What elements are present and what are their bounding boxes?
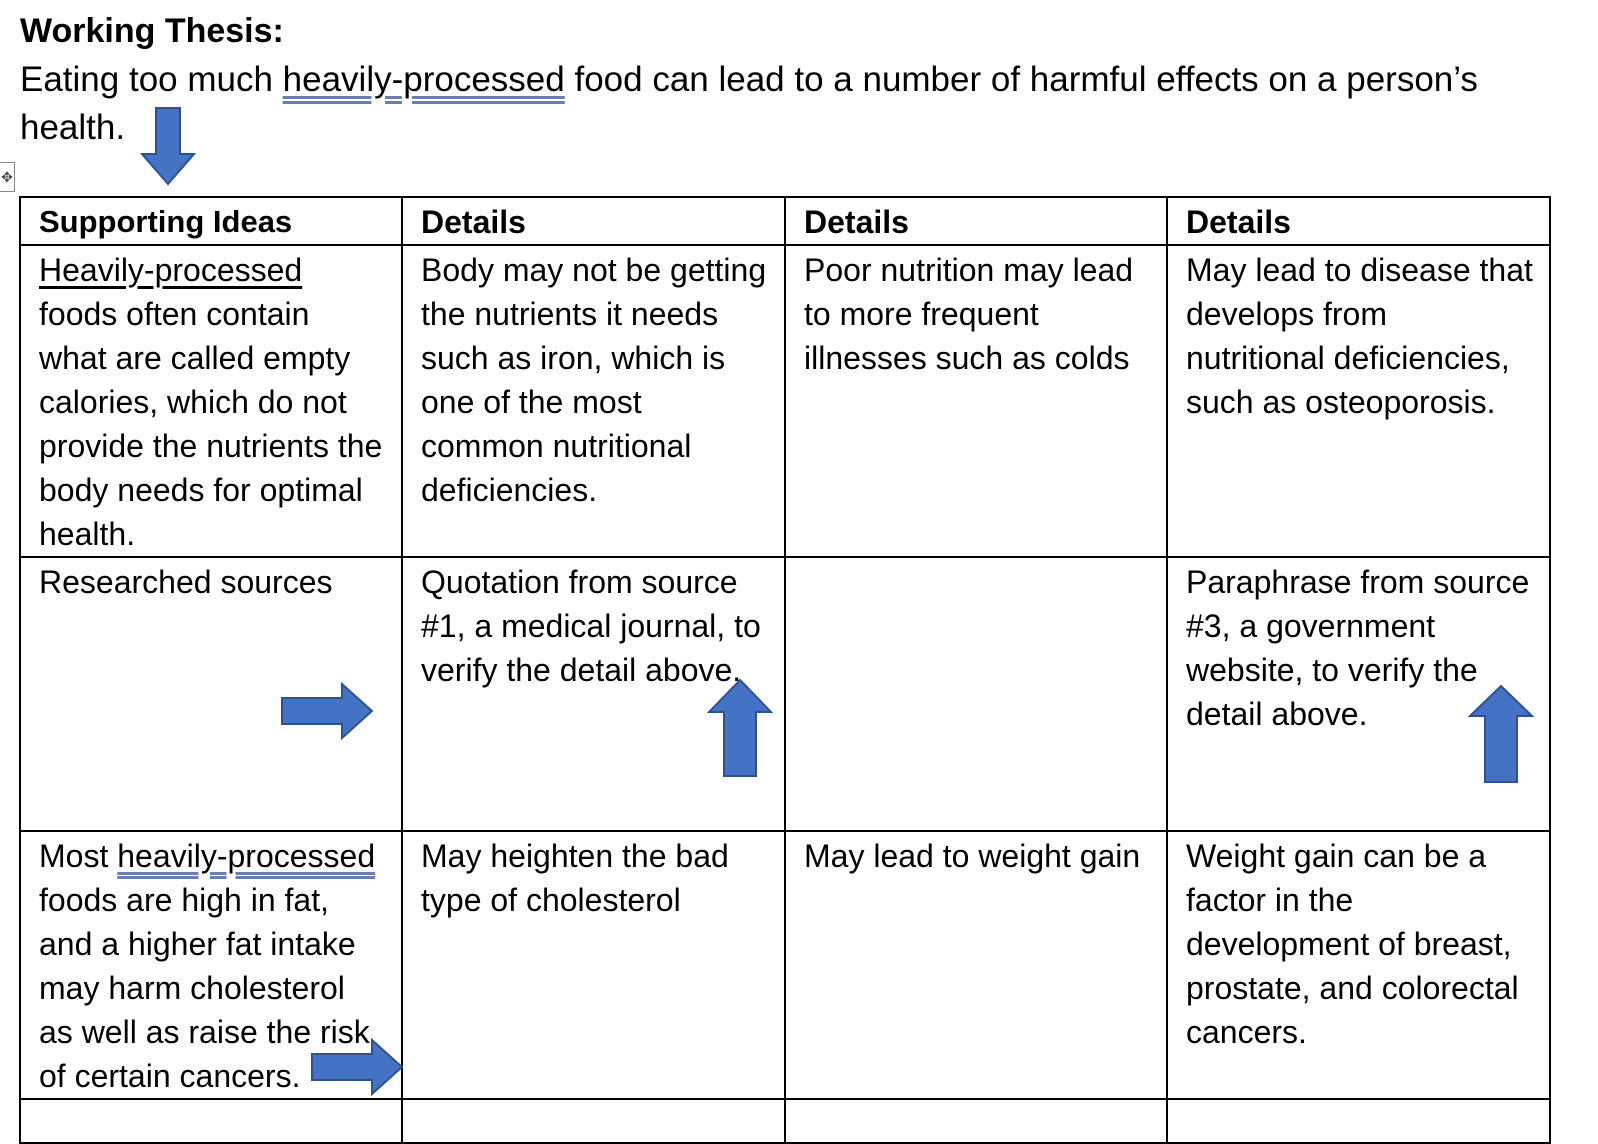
- empty-cell[interactable]: [402, 1099, 785, 1143]
- idea-cell-2[interactable]: Researched sources: [20, 557, 402, 831]
- idea-text: foods are high in fat, and a higher fat intake may harm cholesterol as well as raise the risk of certain cancers.: [39, 882, 370, 1094]
- table-row-partial: [20, 1099, 1550, 1143]
- right-arrow-icon[interactable]: [310, 1038, 404, 1096]
- empty-cell[interactable]: [20, 1099, 402, 1143]
- table-row: [20, 245, 1550, 557]
- header-details-1[interactable]: Details: [402, 197, 785, 245]
- idea-underlined-term: heavily-processed: [117, 838, 376, 874]
- header-supporting-ideas[interactable]: Supporting Ideas: [20, 197, 402, 245]
- right-arrow-icon[interactable]: [280, 682, 374, 740]
- detail-cell[interactable]: Poor nutrition may lead to more frequent illnesses such as colds: [785, 245, 1167, 557]
- idea-cell-1[interactable]: [20, 245, 402, 557]
- detail-cell[interactable]: May heighten the bad type of cholesterol: [402, 831, 785, 1099]
- table-header-row: [20, 197, 1550, 245]
- table-row: [20, 831, 1550, 1099]
- detail-cell[interactable]: Quotation from source #1, a medical journal, to verify the detail above.: [402, 557, 785, 831]
- detail-cell[interactable]: Paraphrase from source #3, a government website, to verify the detail above.: [1167, 557, 1550, 831]
- header-details-3[interactable]: Details: [1167, 197, 1550, 245]
- thesis-statement: [20, 56, 1580, 152]
- thesis-text-before: Eating too much: [20, 60, 283, 99]
- detail-cell-empty[interactable]: [785, 557, 1167, 831]
- thesis-underlined-term[interactable]: heavily-processed: [282, 60, 565, 99]
- table-row: [20, 557, 1550, 831]
- up-arrow-icon[interactable]: [1468, 684, 1534, 784]
- detail-cell[interactable]: May lead to weight gain: [785, 831, 1167, 1099]
- empty-cell[interactable]: [785, 1099, 1167, 1143]
- detail-cell[interactable]: May lead to disease that develops from nutritional deficiencies, such as osteoporosis.: [1167, 245, 1550, 557]
- working-thesis-heading: Working Thesis:: [20, 12, 284, 50]
- header-details-2[interactable]: Details: [785, 197, 1167, 245]
- detail-cell[interactable]: Body may not be getting the nutrients it needs such as iron, which is one of the most common nutritional deficiencies.: [402, 245, 785, 557]
- idea-text-before: Most: [39, 838, 118, 874]
- thesis-text-after: food can lead to a number of harmful effects on a person’s health.: [20, 60, 1478, 147]
- detail-cell[interactable]: Weight gain can be a factor in the development of breast, prostate, and colorectal cancers.: [1167, 831, 1550, 1099]
- idea-underlined-term: Heavily-processed: [39, 252, 303, 288]
- idea-text: foods often contain what are called empty calories, which do not provide the nutrients the body needs for optimal health.: [39, 296, 383, 552]
- up-arrow-icon[interactable]: [707, 678, 773, 778]
- table-move-handle-icon[interactable]: ✥: [0, 162, 15, 192]
- empty-cell[interactable]: [1167, 1099, 1550, 1143]
- down-arrow-icon[interactable]: [140, 106, 196, 186]
- supporting-ideas-table: [19, 196, 1551, 1144]
